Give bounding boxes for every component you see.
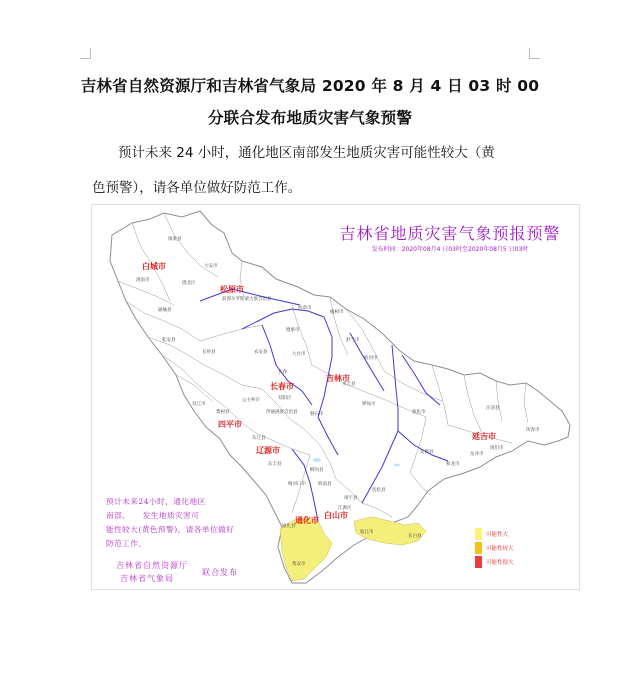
map-note-line3: 能性较大(黄色预警)，请各单位做好 bbox=[106, 525, 235, 534]
city-label-jilin: 吉林市 bbox=[326, 374, 350, 383]
county-label: 德惠市 bbox=[286, 328, 300, 333]
county-label: 磐石市 bbox=[310, 412, 324, 417]
city-label-liaoyuan: 辽源市 bbox=[256, 446, 280, 455]
map-note-line4: 防范工作。 bbox=[106, 539, 147, 548]
county-label: 长岭县 bbox=[202, 350, 216, 355]
lake-icon bbox=[313, 458, 321, 462]
legend-label: 可能性较大 bbox=[486, 546, 514, 552]
paragraph-line2: 色预警），请各单位做好防范工作。 bbox=[92, 180, 302, 196]
county-label: 农安县 bbox=[254, 350, 268, 355]
document-title-line2: 分联合发布地质灾害气象预警 bbox=[207, 109, 413, 127]
city-label-changchun: 长春市 bbox=[270, 382, 294, 391]
legend-row bbox=[475, 527, 514, 541]
document-title-line1: 吉林省自然资源厅和吉林省气象局 2020 年 8 月 4 日 03 时 00 bbox=[80, 77, 540, 95]
legend-label: 可能性大 bbox=[486, 532, 509, 538]
county-label: 梨树县 bbox=[216, 410, 230, 415]
county-label: 靖宇县 bbox=[344, 496, 358, 501]
county-label: 蛟河市 bbox=[364, 356, 378, 361]
county-label: 公主岭市 bbox=[242, 398, 260, 403]
county-label: 桦甸市 bbox=[362, 402, 376, 407]
county-label: 通榆县 bbox=[158, 308, 172, 313]
county-label: 前郭尔罗斯蒙古族自治县 bbox=[222, 297, 272, 302]
city-label-baishan: 白山市 bbox=[324, 511, 348, 520]
county-label: 舒兰市 bbox=[346, 338, 360, 343]
city-label-songyuan: 松原市 bbox=[220, 285, 244, 294]
legend-swatch-orange bbox=[475, 542, 482, 554]
city-label-siping: 四平市 bbox=[218, 420, 242, 429]
legend-swatch-red bbox=[475, 556, 482, 568]
city-label-baicheng: 白城市 bbox=[142, 262, 166, 271]
map-subtitle: 发布时间：2020年08月4 日03时至2020年08月5 日03时 bbox=[371, 246, 529, 253]
issuer-joint: 联合发布 bbox=[202, 568, 238, 577]
county-label: 梅河口市 bbox=[288, 482, 306, 487]
map-note-line1: 预计未来24小时，通化地区 bbox=[106, 497, 206, 506]
county-label: 榆树市 bbox=[330, 310, 344, 315]
county-label: 长白县 bbox=[408, 534, 422, 539]
county-label: 集安市 bbox=[292, 562, 306, 567]
map-title: 吉林省地质灾害气象预报预警 bbox=[339, 223, 561, 243]
county-label: 伊通满族自治县 bbox=[266, 410, 298, 415]
legend-swatch-yellow bbox=[475, 528, 482, 540]
city-label-yanji: 延吉市 bbox=[472, 432, 496, 441]
county-label: 和龙市 bbox=[446, 462, 460, 467]
county-label: 通化县 bbox=[282, 524, 296, 529]
lake-icon bbox=[394, 464, 400, 467]
county-label: 辉南县 bbox=[318, 482, 332, 487]
county-label: 图们市 bbox=[490, 446, 504, 451]
page-corner-mark-right bbox=[529, 48, 540, 59]
county-label: 临江市 bbox=[360, 530, 374, 535]
county-label: 扶余市 bbox=[298, 306, 312, 311]
county-label: 九台市 bbox=[292, 352, 306, 357]
county-label: 抚松县 bbox=[372, 488, 386, 493]
warning-map bbox=[91, 204, 580, 590]
issuer-line2: 吉林省气象局 bbox=[120, 574, 174, 583]
county-label: 双阳区 bbox=[278, 396, 292, 401]
county-label: 江源区 bbox=[338, 506, 352, 511]
county-label: 永吉县 bbox=[342, 382, 356, 387]
county-label: 东辽县 bbox=[252, 436, 266, 441]
legend-row bbox=[475, 555, 514, 569]
county-label: 洮北区 bbox=[182, 281, 196, 286]
county-label: 柳河县 bbox=[310, 468, 324, 473]
issuer-line1: 吉林省自然资源厅 bbox=[116, 561, 188, 570]
county-label: 镇赉县 bbox=[168, 237, 182, 242]
county-label: 安图县 bbox=[420, 450, 434, 455]
map-note-line2: 南部、 发生地质灾害可 bbox=[106, 511, 200, 520]
map-note bbox=[106, 495, 266, 551]
county-label: 汪清县 bbox=[486, 406, 500, 411]
county-label: 洮南市 bbox=[136, 278, 150, 283]
county-label: 长春 bbox=[278, 370, 287, 375]
county-label: 大安市 bbox=[204, 264, 218, 269]
county-label: 龙井市 bbox=[470, 452, 484, 457]
county-label: 乾安县 bbox=[162, 338, 176, 343]
legend-label: 可能性很大 bbox=[486, 560, 514, 566]
city-label-tonghua: 通化市 bbox=[295, 516, 319, 525]
county-label: 珲春市 bbox=[526, 428, 540, 433]
county-label: 敦化市 bbox=[412, 410, 426, 415]
county-label: 东丰县 bbox=[268, 462, 282, 467]
paragraph-line1: 预计未来 24 小时，通化地区南部发生地质灾害可能性较大（黄 bbox=[118, 145, 495, 161]
legend-row bbox=[475, 541, 514, 555]
county-label: 双辽市 bbox=[192, 402, 206, 407]
page-corner-mark-left bbox=[80, 48, 91, 59]
map-legend bbox=[475, 527, 514, 569]
